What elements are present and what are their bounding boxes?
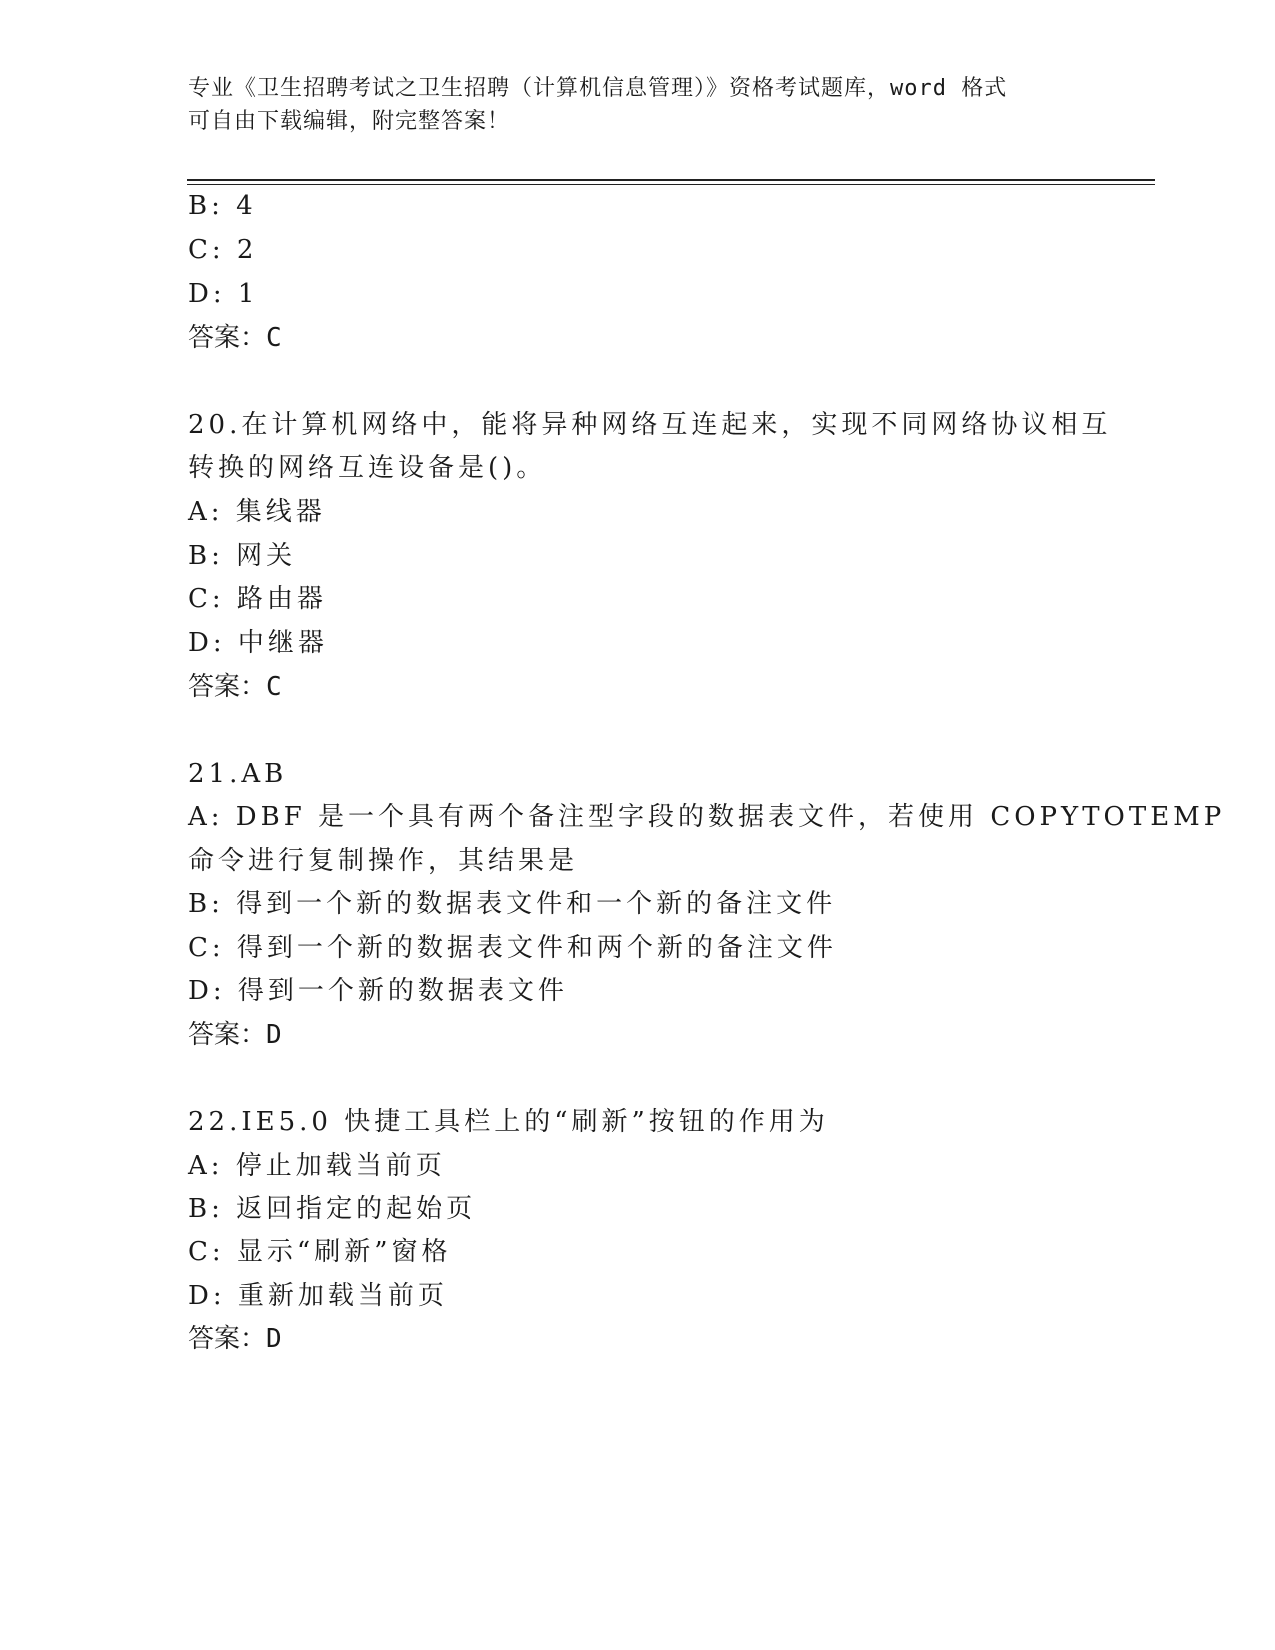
q19-option-d: D: 1 [188, 279, 259, 309]
q21-option-a-line-2: 命令进行复制操作，其结果是 [188, 846, 579, 876]
q21-option-b: B: 得到一个新的数据表文件和一个新的备注文件 [188, 889, 837, 919]
document-header [188, 72, 1068, 138]
q20-question-line-2: 转换的网络互连设备是()。 [188, 453, 547, 483]
q20-option-d: D: 中继器 [188, 628, 328, 658]
q20-answer: 答案：C [188, 672, 282, 702]
q21-answer: 答案：D [188, 1020, 282, 1050]
q19-option-c: C: 2 [188, 235, 258, 265]
q20-option-b: B: 网关 [188, 541, 297, 571]
q19-option-b: B: 4 [188, 191, 257, 221]
q22-option-d: D: 重新加载当前页 [188, 1281, 448, 1311]
header-divider-thin [187, 184, 1155, 185]
q21-option-a-line-1: A: DBF 是一个具有两个备注型字段的数据表文件，若使用 COPYTOTEMP [188, 802, 1226, 832]
q20-option-c: C: 路由器 [188, 584, 327, 614]
header-line-2: 可自由下载编辑，附完整答案！ [188, 109, 511, 134]
header-line-1: 专业《卫生招聘考试之卫生招聘（计算机信息管理）》资格考试题库，word 格式 [188, 76, 1008, 101]
q22-option-c: C: 显示“刷新”窗格 [188, 1237, 452, 1267]
q21-option-c: C: 得到一个新的数据表文件和两个新的备注文件 [188, 933, 837, 963]
q22-option-b: B: 返回指定的起始页 [188, 1194, 477, 1224]
q22-option-a: A: 停止加载当前页 [188, 1151, 446, 1181]
q19-answer: 答案：C [188, 323, 282, 353]
q21-question: 21.AB [188, 759, 288, 789]
q22-answer: 答案：D [188, 1324, 282, 1354]
q22-question: 22.IE5.0 快捷工具栏上的“刷新”按钮的作用为 [188, 1107, 829, 1137]
header-divider-thick [187, 179, 1155, 181]
q20-question-line-1: 20.在计算机网络中，能将异种网络互连起来，实现不同网络协议相互 [188, 410, 1112, 440]
q21-option-d: D: 得到一个新的数据表文件 [188, 976, 568, 1006]
q20-option-a: A: 集线器 [188, 497, 326, 527]
